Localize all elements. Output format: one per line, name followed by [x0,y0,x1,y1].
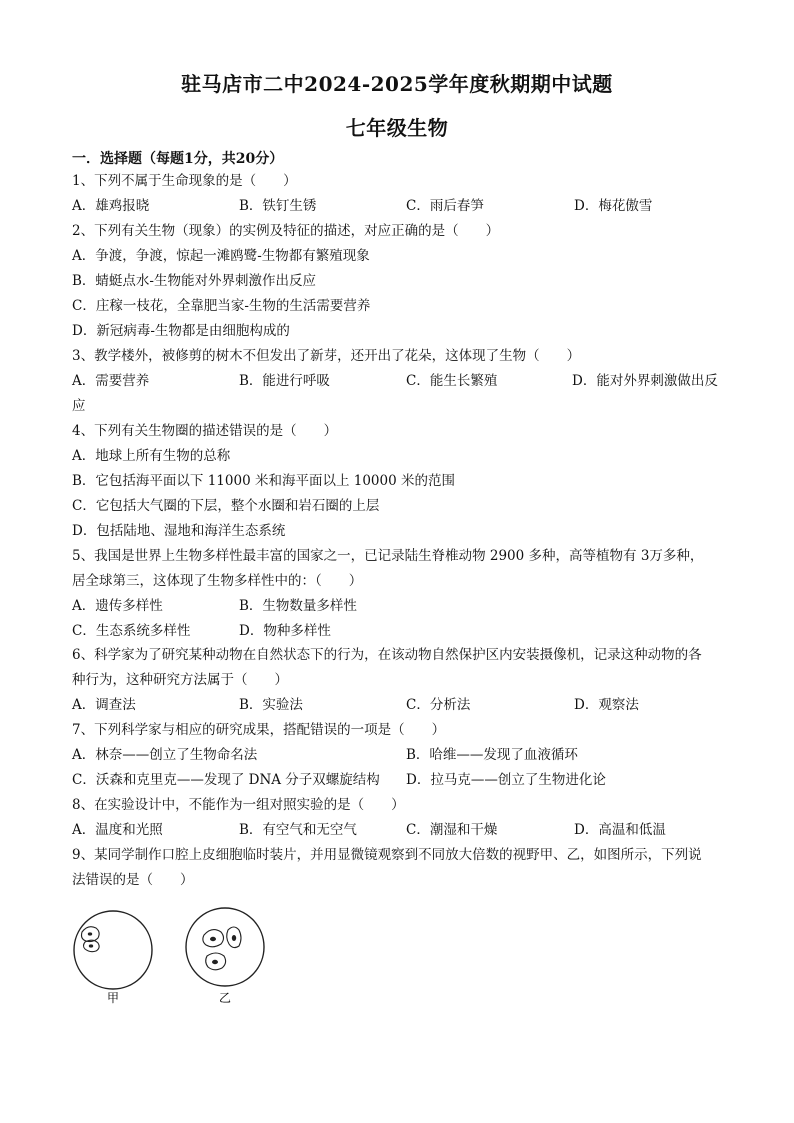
q6-option-c: C．分析法 [406,697,471,713]
q6-option-b: B．实验法 [239,697,303,713]
exam-subtitle: 七年级生物 [345,116,449,140]
microscope-views-figure [68,906,268,1006]
q8-option-a: A．温度和光照 [72,822,163,838]
section-heading: 一．选择题（每题1分，共20分） [72,151,284,167]
q5-stem-line2: 居全球第三，这体现了生物多样性中的：（ ） [72,573,363,589]
view-a-cells [82,927,100,952]
view-a-label: 甲 [106,991,120,1005]
q7-option-a: A．林奈——创立了生物命名法 [72,747,258,763]
q4-stem: 4、下列有关生物圈的描述错误的是（ ） [72,423,338,439]
q8-option-b: B．有空气和无空气 [239,822,357,838]
q3-option-a: A．需要营养 [72,373,150,389]
q3-stem: 3、教学楼外，被修剪的树木不但发出了新芽，还开出了花朵，这体现了生物（ ） [72,348,581,364]
view-b-circle [186,908,264,986]
q1-stem: 1、下列不属于生命现象的是（ ） [72,173,297,189]
q5-option-a: A．遗传多样性 [72,598,163,614]
exam-title: 驻马店市二中2024-2025学年度秋期期中试题 [181,72,613,96]
q3-option-c: C．能生长繁殖 [406,373,498,389]
q7-option-c: C．沃森和克里克——发现了 DNA 分子双螺旋结构 [72,772,380,788]
q4-option-a: A．地球上所有生物的总称 [72,448,231,464]
q6-option-a: A．调查法 [72,697,136,713]
view-b [186,908,264,1005]
q1-option-a: A．雄鸡报晓 [72,198,150,214]
view-b-label: 乙 [218,991,232,1005]
q8-stem: 8、在实验设计中，不能作为一组对照实验的是（ ） [72,797,405,813]
q3-option-b: B．能进行呼吸 [239,373,330,389]
q2-option-d: D．新冠病毒-生物都是由细胞构成的 [72,323,290,339]
q2-stem: 2、下列有关生物（现象）的实例及特征的描述，对应正确的是（ ） [72,223,500,239]
q5-option-b: B．生物数量多样性 [239,598,357,614]
q3-option-d: D．能对外界刺激做出反 [572,373,718,389]
q6-stem-line2: 种行为，这种研究方法属于（ ） [72,672,288,688]
q6-option-d: D．观察法 [574,697,639,713]
view-a [74,911,152,1005]
q1-option-d: D．梅花傲雪 [574,198,653,214]
q2-option-a: A．争渡，争渡，惊起一滩鸥鹭-生物都有繁殖现象 [72,248,370,264]
q7-stem: 7、下列科学家与相应的研究成果，搭配错误的一项是（ ） [72,722,446,738]
q6-stem-line1: 6、科学家为了研究某种动物在自然状态下的行为，在该动物自然保护区内安装摄像机，记录这种动物的各 [72,647,702,663]
q7-option-b: B．哈维——发现了血液循环 [406,747,578,763]
q5-stem-line1: 5、我国是世界上生物多样性最丰富的国家之一，已记录陆生脊椎动物 2900 多种，高等植物有 3万多种， [72,548,704,564]
q2-option-b: B．蜻蜓点水-生物能对外界刺激作出反应 [72,273,316,289]
q4-option-c: C．它包括大气圈的下层，整个水圈和岩石圈的上层 [72,498,380,514]
q2-option-c: C．庄稼一枝花，全靠肥当家-生物的生活需要营养 [72,298,371,314]
q3-option-d-continued: 应 [72,398,86,414]
q5-option-c: C．生态系统多样性 [72,623,191,639]
q9-stem-line1: 9、某同学制作口腔上皮细胞临时装片，并用显微镜观察到不同放大倍数的视野甲、乙，如图所示，下列说 [72,847,702,863]
q1-option-b: B．铁钉生锈 [239,198,317,214]
q1-option-c: C．雨后春笋 [406,198,484,214]
q8-option-c: C．潮湿和干燥 [406,822,498,838]
q8-option-d: D．高温和低温 [574,822,666,838]
view-b-cells [203,927,241,970]
q4-option-b: B．它包括海平面以下 11000 米和海平面以上 10000 米的范围 [72,473,455,489]
q7-option-d: D．拉马克——创立了生物进化论 [406,772,606,788]
q5-option-d: D．物种多样性 [239,623,331,639]
q4-option-d: D．包括陆地、湿地和海洋生态系统 [72,523,286,539]
q9-stem-line2: 法错误的是（ ） [72,872,194,888]
